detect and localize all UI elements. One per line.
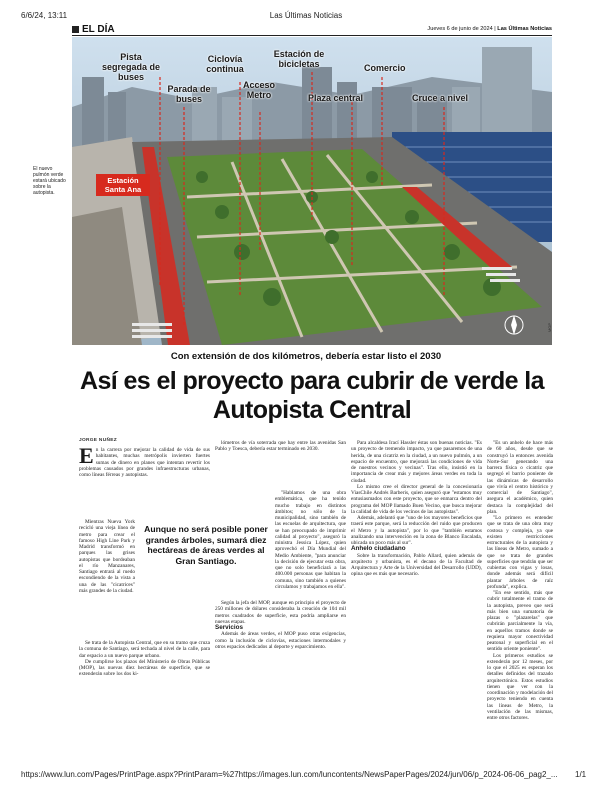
article-column-2-top [215,440,346,453]
article-column-1-narrow [79,519,135,594]
paragraph: Según la jefa del MOP, aunque en principio el proyecto de 250 millones de dólares consideraba la creación de 104 mil metros cuadrados de superficie, esta podría ampliarse en nuevas etapas. [215,600,346,625]
masthead-date: Jueves 6 de junio de 2024 [427,26,493,32]
article-column-2-narrow [275,490,346,590]
paragraph: Los primeros estudios se extenderán por 12 meses, por lo que el 2025 es esperan los detalles definidos del trazado arquitectónico. Estos estudios tienen que ver con la coordinación y modelación del proyecto teniendo en cuenta las líneas de Metro, la ventilación de las mismas, entre otros factores. [487,652,553,721]
label-bus-stop: Parada de buses [167,84,211,104]
paragraph: "Hablamos de una obra emblemática, que ha tenido mucho trabajo en distintos ámbitos; no sólo de la municipalidad, sino también de las escuelas de arquitectura, que se han preocupado de imprimir calidad al proyecto", aseguró la ministra Jessica López, quien aprovechó el Día Mundial del Medio Ambiente, "para anunciar la decisión de ejecutar esta obra, que no solo beneficiará a las 400.000 personas que habitan la comuna, sino también a quienes circulamos y trabajamos en ella". [275,490,346,590]
masthead-paper: Las Últimas Noticias [497,26,552,32]
article-column-1-bottom [79,640,210,678]
paragraph: lómetros de vía soterrada que hay entre las avenidas San Pablo y Toesca, debería estar terminado en 2030. [215,440,346,453]
label-bike-lane: Ciclovía continua [206,54,244,74]
article-column-3 [351,440,482,578]
label-bus-lane: Pista segregada de buses [101,52,161,82]
side-caption: El nuevo pulmón verde estará ubicado sobre la autopista. [33,166,66,196]
paragraph: Para alcaldesa Irací Hassler éstas son buenas noticias. "Es un proyecto de tremendo impacto, ya que pasaremos de una herida, de una cicatriz en la ciudad, a un nuevo pulmón, a un espacio de encuentro, que mejorará las condiciones de vida de nuestros vecinos y vecinas". Tras ello, insistió en la importancia de crear más y mejores áreas verdes en toda la ciudad. [351,440,482,484]
print-timestamp: 6/6/24, 13:11 [21,11,68,20]
paragraph: De cumplirse los plazos del Ministerio de Obras Públicas (MOP), las nuevas diez hectáreas de superficie, que se extenderán sobre los dos ki- [79,658,210,678]
label-bike-station: Estación de bicicletas [273,49,325,69]
section-name: EL DÍA [82,24,115,35]
label-commerce: Comercio [364,63,406,73]
paragraph: Mientras Nueva York recicló una vieja línea de metro para crear el famoso High Line Park y Madrid transformó en parques las grises autopistas que bordeaban el río Manzanares, Santiago entrará al ruedo escondiendo de la vista a una de las "cicatrices" más grandes de la ciudad. [79,519,135,594]
print-page-count: 1/1 [575,770,587,779]
paragraph: Sobre la transformación, Pablo Allard, quien además de arquitecto y urbanista, es el decano de la Facultad de Arquitectura y Arte de la Universidad del Desarrollo (UDD), opina que es más que necesario. [351,552,482,578]
subhead: Anhelo ciudadano [351,545,406,553]
article-column-2-bottom [215,600,346,650]
label-level-crossing: Cruce a nivel [412,93,469,103]
article-column-4 [487,440,553,721]
article-byline: JORGE NUÑEZ [79,438,117,443]
print-page-title: Las Últimas Noticias [269,11,343,20]
pull-quote: Aunque no será posible poner grandes árboles, sumará diez hectáreas de áreas verdes al Gran Santiago. [144,524,268,566]
paragraph: "En ese sentido, más que cubrir totalmente el tramo de la autopista, preveo que será más bien una sumatoria de plazas o "plazarelas" que cubrirán parcialmente la vía, en aquellos tramos donde se requiera mayor conectividad peatonal y superficial en el sentido oriente poniente". [487,590,553,653]
paragraph: Además, adelantó que "uno de los mayores beneficios que traerá este parque, será la reducción del ruido que producen el Metro y la autopista", por lo que "también estamos analizando una intervención en la zona de Blanco Encalada, ubicada un poco más al sur". [351,515,482,546]
label-station-santa-ana: Estación Santa Ana [96,174,150,196]
paragraph: Se trata de la Autopista Central, que en su tramo que cruza la comuna de Santiago, será techada al nivel de la calle, para dar espacio a un nuevo parque urbano. [79,640,210,659]
article-column-1 [79,443,210,478]
label-central-plaza: Plaza central [308,93,364,103]
section-masthead [72,25,552,35]
paragraph: "Lo primero es entender que se trata de una obra muy costosa y compleja, ya que existen restricciones estructurales de la autopista y las líneas de Metro, sumado a que se trata de grandes superficies que tendrán que ser cubiertas con vigas y losas, donde además será difícil plantar árboles de raíz profunda", explica. [487,515,553,590]
paragraph: En la carrera por mejorar la calidad de vida de sus habitantes, muchas metrópolis invierten fuertes sumas de dinero en planes que intentan revertir los problemas causados por grandes infraestructuras urbanas, como líneas férreas y autopistas. [79,443,210,478]
article-headline: Así es el proyecto para cubrir de verde la Autopista Central [80,367,544,424]
paragraph: Además de áreas verdes, el MOP puso otras exigencias, como la inclusión de ciclovías, estaciones intermodales y otros espacios dedicados al deporte y esparcimiento. [215,631,346,650]
subhead: Servicios [215,624,244,631]
print-url: https://www.lun.com/Pages/PrintPage.aspx?PrintParam=%27https://images.lun.com/luncontents/NewsPaperPages/2024/jun/06/p_2024-06-06_pag2_... [21,770,558,779]
article-kicker: Con extensión de dos kilómetros, debería estar listo el 2030 [170,351,442,362]
paragraph: "Es un anhelo de hace más de 60 años, desde que se construyó la entonces avenida Norte-Sur generando una barrera física o cicatriz que segregó el barrio poniente de las dinámicas de desarrollo que vivía el centro histórico y comercial de Santiago", asegura el académico, quien destaca la complejidad del plan. [487,440,553,515]
paragraph: Lo mismo cree el director general de la concesionaria ViasChile Andrés Barberis, quien aseguró que "estamos muy entusiasmados con este proyecto, que se enmarca dentro del programa del MOP llamado Buen Vecino, que busca mejorar la calidad de vida de los vecinos de las autopistas". [351,483,482,515]
masthead-rule [72,35,552,36]
label-metro-access: Acceso Metro [242,80,276,100]
masthead-dateline: Jueves 6 de junio de 2024 | Las Últimas Noticias [427,26,552,32]
drop-cap: E [79,443,94,468]
photo-credit: MOP [547,322,553,333]
section-logo-icon [72,26,79,33]
